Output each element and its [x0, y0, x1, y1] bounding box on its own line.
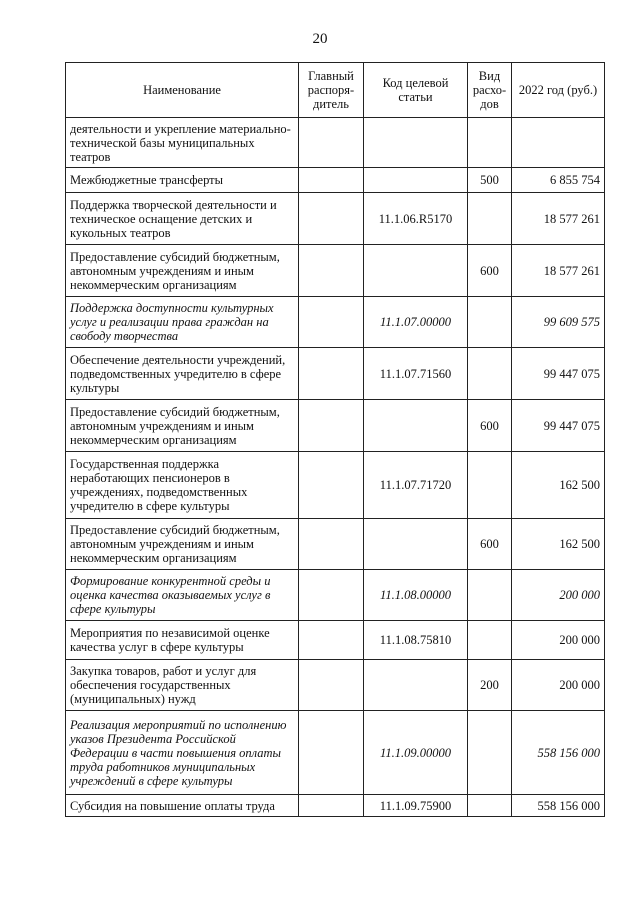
- row-amount-cell: [512, 118, 605, 168]
- budget-table: [65, 62, 605, 817]
- row-code-cell: [364, 118, 468, 168]
- row-type-cell: [468, 193, 512, 245]
- table-row: [66, 711, 605, 795]
- row-name-cell: Предоставление субсидий бюджетным, автономным учреждениям и иным некоммерческим организациям: [66, 519, 299, 570]
- row-code-cell: 11.1.08.00000: [364, 570, 468, 621]
- row-admin-cell: [299, 245, 364, 297]
- header-code: Код целевой статьи: [364, 63, 468, 118]
- row-amount-cell: 6 855 754: [512, 168, 605, 193]
- table-row: [66, 621, 605, 660]
- row-amount-cell: 18 577 261: [512, 193, 605, 245]
- row-name-cell: Закупка товаров, работ и услуг для обеспечения государственных (муниципальных) нужд: [66, 660, 299, 711]
- row-code-cell: 11.1.09.00000: [364, 711, 468, 795]
- row-admin-cell: [299, 795, 364, 817]
- table-row: [66, 660, 605, 711]
- table-row: [66, 452, 605, 519]
- row-code-cell: 11.1.08.75810: [364, 621, 468, 660]
- row-type-cell: [468, 711, 512, 795]
- table-body: [66, 118, 605, 817]
- table-row: [66, 795, 605, 817]
- header-admin: Главный распоря-дитель: [299, 63, 364, 118]
- row-code-cell: 11.1.07.71560: [364, 348, 468, 400]
- row-amount-cell: 99 609 575: [512, 297, 605, 348]
- row-amount-cell: 99 447 075: [512, 400, 605, 452]
- row-code-cell: [364, 245, 468, 297]
- row-admin-cell: [299, 711, 364, 795]
- row-amount-cell: 200 000: [512, 570, 605, 621]
- row-code-cell: [364, 168, 468, 193]
- row-name-cell: Формирование конкурентной среды и оценка качества оказываемых услуг в сфере культуры: [66, 570, 299, 621]
- row-type-cell: 500: [468, 168, 512, 193]
- row-name-cell: Государственная поддержка неработающих пенсионеров в учреждениях, подведомственных учредителю в сфере культуры: [66, 452, 299, 519]
- row-admin-cell: [299, 570, 364, 621]
- table-row: [66, 245, 605, 297]
- row-name-cell: Субсидия на повышение оплаты труда: [66, 795, 299, 817]
- row-type-cell: [468, 297, 512, 348]
- row-type-cell: [468, 118, 512, 168]
- row-admin-cell: [299, 621, 364, 660]
- row-admin-cell: [299, 519, 364, 570]
- row-type-cell: [468, 452, 512, 519]
- row-amount-cell: 99 447 075: [512, 348, 605, 400]
- row-amount-cell: 200 000: [512, 621, 605, 660]
- row-type-cell: 600: [468, 245, 512, 297]
- row-admin-cell: [299, 660, 364, 711]
- table-row: [66, 297, 605, 348]
- table-row: [66, 570, 605, 621]
- row-type-cell: 600: [468, 400, 512, 452]
- row-type-cell: [468, 795, 512, 817]
- header-amount: 2022 год (руб.): [512, 63, 605, 118]
- row-admin-cell: [299, 193, 364, 245]
- row-amount-cell: 200 000: [512, 660, 605, 711]
- row-type-cell: 600: [468, 519, 512, 570]
- row-name-cell: Реализация мероприятий по исполнению указов Президента Российской Федерации в части повышения оплаты труда работников муниципальных учреждений в сфере культуры: [66, 711, 299, 795]
- row-name-cell: Предоставление субсидий бюджетным, автономным учреждениям и иным некоммерческим организациям: [66, 245, 299, 297]
- table-row: [66, 168, 605, 193]
- page-number: 20: [312, 31, 328, 47]
- row-name-cell: Обеспечение деятельности учреждений, подведомственных учредителю в сфере культуры: [66, 348, 299, 400]
- table-row: [66, 400, 605, 452]
- header-name: Наименование: [66, 63, 299, 118]
- row-name-cell: Поддержка доступности культурных услуг и реализации права граждан на свободу творчества: [66, 297, 299, 348]
- row-type-cell: [468, 621, 512, 660]
- row-code-cell: [364, 519, 468, 570]
- row-admin-cell: [299, 452, 364, 519]
- row-amount-cell: 162 500: [512, 519, 605, 570]
- row-admin-cell: [299, 348, 364, 400]
- table-row: [66, 193, 605, 245]
- row-code-cell: 11.1.06.R5170: [364, 193, 468, 245]
- row-code-cell: 11.1.07.71720: [364, 452, 468, 519]
- row-amount-cell: 162 500: [512, 452, 605, 519]
- row-admin-cell: [299, 400, 364, 452]
- row-name-cell: Мероприятия по независимой оценке качества услуг в сфере культуры: [66, 621, 299, 660]
- table-row: [66, 348, 605, 400]
- row-name-cell: Предоставление субсидий бюджетным, автономным учреждениям и иным некоммерческим организациям: [66, 400, 299, 452]
- row-code-cell: 11.1.07.00000: [364, 297, 468, 348]
- row-admin-cell: [299, 118, 364, 168]
- row-type-cell: [468, 570, 512, 621]
- row-amount-cell: 558 156 000: [512, 711, 605, 795]
- row-code-cell: [364, 400, 468, 452]
- row-name-cell: Межбюджетные трансферты: [66, 168, 299, 193]
- row-type-cell: 200: [468, 660, 512, 711]
- row-amount-cell: 558 156 000: [512, 795, 605, 817]
- table-row: [66, 519, 605, 570]
- row-name-cell: Поддержка творческой деятельности и техническое оснащение детских и кукольных театров: [66, 193, 299, 245]
- row-amount-cell: 18 577 261: [512, 245, 605, 297]
- header-type: Вид расхо-дов: [468, 63, 512, 118]
- table-row: [66, 118, 605, 168]
- row-type-cell: [468, 348, 512, 400]
- row-code-cell: [364, 660, 468, 711]
- row-code-cell: 11.1.09.75900: [364, 795, 468, 817]
- row-admin-cell: [299, 168, 364, 193]
- table-header-row: [66, 63, 605, 118]
- row-admin-cell: [299, 297, 364, 348]
- row-name-cell: деятельности и укрепление материально-технической базы муниципальных театров: [66, 118, 299, 168]
